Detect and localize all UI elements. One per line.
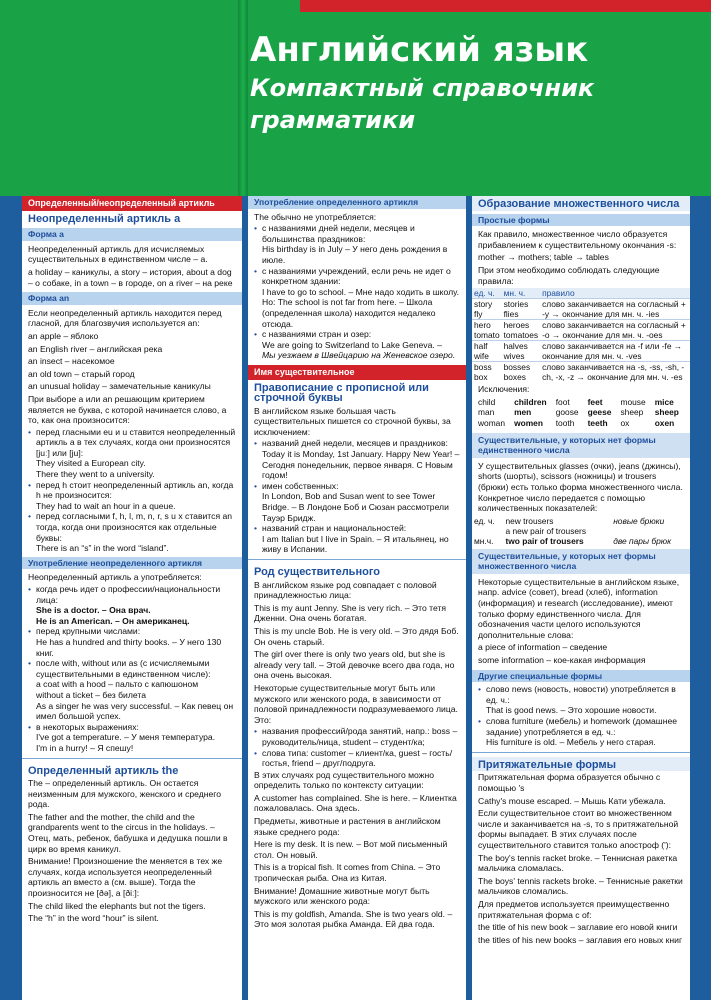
section-title: Имя существительное	[248, 365, 466, 380]
column-articles	[22, 196, 242, 1000]
table-row: ед. ч. new trousers новые брюки	[474, 515, 665, 526]
text: Неопределенный артикль a употребляется:	[28, 572, 202, 583]
example: There they went to a university.	[36, 469, 155, 480]
logo-text	[26, 38, 257, 110]
example: an insect – насекомое	[28, 356, 115, 367]
irregular-word: man	[478, 407, 495, 418]
list-item: • перед гласными eu и u ставится неопределенный артикль a в тех случаях, когда они произносятся [juː] или [ju]: They visited a European city. There they went to a university.	[36, 427, 236, 480]
text: Некоторые существительные в английском языке, напр. advice (совет), bread (хлеб), information (информация) и research (исследование), имеют только форму единственного числа. Для обозначения части целого используются дополнительные слова:	[478, 576, 680, 640]
column-nouns	[248, 196, 466, 1000]
irregular-word: geese	[587, 407, 612, 418]
example: Мы уезжаем в Швейцарию на Женевское озеро.	[262, 350, 456, 361]
irregular-word: feet	[587, 396, 603, 407]
text: Неопределенный артикль для исчисляемых существительных в единственном числе – a.	[28, 243, 208, 265]
irregular-word: ox	[620, 417, 630, 428]
text: Притяжательная форма образуется обычно с помощью 's	[478, 772, 661, 793]
subheading-no-singular: Существительные, у которых нет формы единственного числа	[472, 433, 690, 458]
irregular-word: teeth	[587, 417, 608, 428]
subheading-use: Употребление неопределенного артикля	[22, 557, 242, 570]
list-item: • с названиями стран и озер: We are going to Switzerland to Lake Geneva. – Мы уезжаем в Швейцарию на Женевское озеро.	[262, 329, 460, 361]
table-row: мн.ч. two pair of trousers две пары брюк	[474, 535, 672, 546]
table-row: a new pair of trousers	[505, 525, 587, 536]
example: a holiday – каникулы, a story – история, about a dog – о собаке, in a town – в городе, on a river – на реке	[28, 266, 233, 288]
example: some information – кое-какая информация	[478, 655, 646, 666]
list-item: • слова furniture (мебель) и homework (домашнее задание) употребляется в ед. ч.: His furniture is old. – Мебель у него старая.	[486, 716, 684, 748]
divider	[22, 758, 242, 759]
list-item: • имен собственных: In London, Bob and Susan went to see Tower Bridge. – В Лондоне Боб и Сюзан рассмотрели Тауэр Бридж.	[262, 481, 460, 523]
irregular-plurals-grid	[472, 396, 690, 430]
heading-plural: Образование множественного числа	[472, 196, 690, 211]
heading-indef-article: Неопределенный артикль a	[28, 212, 181, 225]
table-row: hero heroes слово заканчивается на согласный + -o → окончание для мн. ч. -oes	[472, 320, 690, 331]
no-the-list	[248, 223, 466, 361]
irregular-word: foot	[555, 396, 570, 407]
caps-list	[248, 438, 466, 555]
table-row: wife wives	[474, 351, 525, 362]
example: mother → mothers; table → tables	[478, 252, 609, 263]
table-row: half halves слово заканчивается на -f или -fe → окончание для мн. ч. -ves	[472, 341, 690, 352]
subheading-no-plural: Существительные, у которых нет формы множественного числа	[472, 549, 690, 574]
example: Today it is Monday, 1st January. Happy New Year! – Сегодня понедельник, первое января. С Новым годом!	[262, 449, 460, 481]
example: This is a tropical fish. It comes from China. – Это тропическая рыба. Она из Китая.	[254, 862, 441, 884]
book-title	[250, 28, 594, 136]
irregular-word: sheep	[654, 407, 679, 418]
list-item: • слово news (новость, новости) употребляется в ед. ч.: That is good news. – Это хорошие новости.	[486, 684, 684, 716]
text: В английском языке род совпадает с половой принадлежностью лица:	[254, 579, 437, 601]
example: I've got a temperature. – У меня температура.	[36, 732, 216, 743]
use-list	[22, 584, 242, 754]
example: Cathy's mouse escaped. – Мышь Кати убежала.	[478, 795, 666, 806]
example: This is my aunt Jenny. She is very rich. – Это тетя Дженни. Она очень богатая.	[254, 602, 447, 624]
list-item: • слова типа: customer – клиент/ка, guest – гость/гостья, friend – друг/подруга.	[262, 748, 460, 769]
text: При выборе a или an решающим критерием является не буква, с которой начинается слово, а то, как она произносится:	[28, 393, 227, 426]
irregular-word: child	[478, 396, 496, 407]
irregular-word: tooth	[555, 417, 575, 428]
irregular-word: goose	[555, 407, 579, 418]
example: Here is my desk. It is new. – Вот мой письменный стол. Он новый.	[254, 839, 448, 860]
plural-rules-table	[472, 288, 690, 382]
example: This is my goldfish, Amanda. She is two years old. – Это моя золотая рыбка Аманда. Ей два года.	[254, 908, 453, 930]
divider	[472, 752, 690, 753]
text: При этом необходимо соблюдать следующие правила:	[478, 264, 660, 286]
table-row: boss bosses слово заканчивается на -s, -ss, -sh, -ch, -x, -z → окончание для мн. ч. -es	[472, 362, 690, 373]
text: Если существительное стоит во множественном числе и заканчивается на -s, то s притяжательной формы выпадает. В этих случаях после существительного ставится только апостроф ('):	[478, 808, 679, 850]
title-sub2: грамматики	[250, 106, 416, 134]
example: a piece of information – сведение	[478, 642, 608, 653]
irregular-word: women	[514, 417, 543, 428]
example: They visited a European city.	[36, 458, 146, 469]
list-item: • после with, without или as (с исчисляемыми существительными в единственном числе): a coat with a hood – пальто с капюшоном without a ticket – без билета As a singer he was very successful. – Как певец он имел большой успех.	[36, 658, 236, 722]
example: the title of his new book – заглавие его новой книги	[478, 922, 678, 933]
example: The boy's tennis racket broke. – Теннисная ракетка мальчика сломалась.	[478, 852, 678, 874]
table-row: fly flies	[474, 309, 519, 320]
example: A customer has complained. She is here. – Клиентка пожаловалась. Она здесь.	[254, 792, 457, 814]
example: the titles of his new books – заглавия его новых книг	[478, 934, 683, 945]
example: without a ticket – без билета	[36, 689, 146, 700]
example: This is my uncle Bob. He is very old. – Это дядя Боб. Он очень старый.	[254, 625, 459, 647]
example: The child liked the elephants but not the tigers.	[28, 900, 206, 911]
example: His furniture is old. – Мебель у него старая.	[486, 737, 656, 748]
example: an old town – старый город	[28, 368, 135, 379]
divider	[248, 559, 466, 560]
list-item: • названия профессий/рода занятий, напр.: boss – руководитель/ница, student – студент/ка;	[262, 726, 460, 747]
irregular-word: sheep	[620, 407, 644, 418]
list-item: • названий дней недели, месяцев и праздников: Today it is Monday, 1st January. Happy New Year! – Сегодня понедельник, первое января. С Новым годом!	[262, 438, 460, 480]
example: The father and the mother, the child and the grandparents went to the circus in the holidays. – Отец, мать, ребенок, бабушка и дедушка пошли в цирк во время каникул.	[28, 811, 228, 854]
rules-list	[22, 427, 242, 554]
heading-possessive: Притяжательные формы	[472, 757, 690, 772]
table-row: tomato tomatoes	[474, 330, 539, 341]
text: The – определенный артикль. Он остается неизменным для мужского, женского и среднего рода.	[28, 778, 222, 810]
text: The обычно не употребляется:	[254, 211, 377, 222]
example: I have to go to school. – Мне надо ходить в школу.	[262, 286, 459, 297]
example: The boys' tennis rackets broke. – Теннисные ракетки мальчиков сломались.	[478, 875, 683, 897]
example: an unusual holiday – замечательные каникулы	[28, 381, 211, 392]
other-list	[472, 684, 690, 748]
text: Предметы, животные и растения в английском языке среднего рода:	[254, 816, 441, 837]
list-item: • названий стран и национальностей: I am Italian but I live in Spain. – Я итальянец, но живу в Испании.	[262, 523, 460, 555]
example: He is an American. – Он американец.	[36, 615, 190, 626]
title-main: Английский язык	[250, 30, 589, 70]
irregular-word: oxen	[654, 417, 675, 428]
text: У существительных glasses (очки), jeans (джинсы), shorts (шорты), scissors (ножницы) и trousers (брюки) есть только форма множественного числа. Конкретное число передается с помощью количественных показателей:	[478, 460, 683, 514]
subheading-simple: Простые формы	[472, 214, 690, 227]
example: In London, Bob and Susan went to see Tower Bridge. – В Лондоне Боб и Сюзан рассмотрели Тауэр Бридж.	[262, 491, 449, 523]
text: Исключения:	[478, 384, 530, 395]
gender-list	[248, 726, 466, 768]
subheading-form-an: Форма an	[22, 292, 242, 305]
subheading-def-use: Употребление определенного артикля	[248, 196, 466, 209]
list-item: • в некоторых выражениях: I've got a temperature. – У меня температура. I'm in a hurry! – Я спешу!	[36, 722, 236, 754]
example: There is an “s” in the word “island”.	[36, 543, 169, 554]
col-header: ед. ч.	[472, 288, 502, 299]
text: Если неопределенный артикль находится перед гласной, для благозвучия используется an:	[28, 307, 222, 329]
example: We are going to Switzerland to Lake Geneva. –	[262, 339, 442, 350]
col-header: мн. ч.	[502, 288, 540, 299]
col-header: правило	[540, 288, 690, 299]
heading-capitalization: Правописание с прописной или строчной буквы	[254, 381, 429, 405]
trousers-table	[472, 516, 690, 546]
example: As a singer he was very successful. – Как певец он имел большой успех.	[36, 700, 234, 722]
example: The “h” in the word “hour” is silent.	[28, 913, 159, 924]
table-row: story stories слово заканчивается на согласный + -y → окончание для мн. ч. -ies	[472, 299, 690, 310]
cover-header	[0, 0, 711, 196]
heading-gender: Род существительного	[254, 566, 380, 578]
example: That is good news. – Это хорошие новости.	[486, 705, 657, 716]
example: He has a hundred and thirty books. – У него 130 книг.	[36, 636, 222, 658]
section-title: Определенный/неопределенный артикль	[22, 196, 242, 211]
text: Некоторые существительные могут быть или мужского или женского рода, в зависимости от половой принадлежности подразумеваемого лица. Это:	[254, 682, 458, 725]
example: Но: The school is not far from here. – Школа (определенная школа) находится недалеко отсюда.	[262, 297, 436, 329]
pons-logo	[26, 38, 236, 110]
example: The girl over there is only two years old, but she is already very tall. – Этой девочке всего два года, но она очень высокая.	[254, 649, 455, 681]
irregular-word: children	[514, 396, 547, 407]
example: They had to wait an hour in a queue.	[36, 500, 176, 511]
list-item: • перед h стоит неопределенный артикль an, когда h не произносится: They had to wait an hour in a queue.	[36, 480, 236, 512]
irregular-word: mouse	[620, 396, 646, 407]
heading-def-article: Определенный артикль the	[28, 764, 179, 777]
example: an English river – английская река	[28, 343, 163, 354]
list-item: • с названиями учреждений, если речь не идет о конкретном здании: I have to go to school. – Мне надо ходить в школу. Но: The school is not far from here. – Школа (определенная школа) находится недалеко отсюда.	[262, 266, 460, 330]
list-item: • перед согласными f, h, l, m, n, r, s u x ставится an тогда, когда они произносятся как отдельные буквы: There is an “s” in the word “island”.	[36, 511, 236, 553]
example: an apple – яблоко	[28, 330, 99, 341]
example: a coat with a hood – пальто с капюшоном	[36, 679, 199, 690]
example: I'm in a hurry! – Я спешу!	[36, 742, 134, 753]
text: Внимание! Произношение the меняется в тех же случаях, когда используется неопределенный артикль an вместо a (см. выше). Тогда the произносится не [ðə], а [ðiː]:	[28, 856, 223, 899]
text: В английском языке большая часть существительных пишется со строчной буквы, за исключением:	[254, 405, 451, 437]
irregular-word: mice	[654, 396, 674, 407]
text: Для предметов используется преимущественно притяжательная форма с of:	[478, 898, 670, 920]
list-item: • перед крупными числами: He has a hundred and thirty books. – У него 130 книг.	[36, 626, 236, 658]
title-sub1: Компактный справочник	[250, 74, 595, 102]
column-plural	[472, 196, 690, 1000]
text: Как правило, множественное число образуется прибавлением к существительному окончания -s:	[478, 229, 677, 250]
text: Внимание! Домашние животные могут быть мужского или женского рода:	[254, 885, 430, 907]
irregular-word: men	[514, 407, 532, 418]
subheading-other: Другие специальные формы	[472, 670, 690, 683]
text: В этих случаях род существительного можно определить только по контексту ситуации:	[254, 769, 434, 791]
subheading-form-a: Форма a	[22, 228, 242, 241]
list-item: • с названиями дней недели, месяцев и большинства праздников: His birthday is in July – У него день рождения в июле.	[262, 223, 460, 265]
irregular-word: woman	[478, 417, 505, 428]
example: She is a doctor. – Она врач.	[36, 605, 151, 616]
table-row: box boxes	[474, 372, 526, 383]
example: I am Italian but I live in Spain. – Я итальянец, но живу в Испании.	[262, 533, 449, 555]
example: His birthday is in July – У него день рождения в июле.	[262, 244, 448, 265]
list-item: • когда речь идет о профессии/национальности лица: She is a doctor. – Она врач. He is an American. – Он американец.	[36, 584, 236, 626]
top-red-stripe	[300, 0, 711, 12]
